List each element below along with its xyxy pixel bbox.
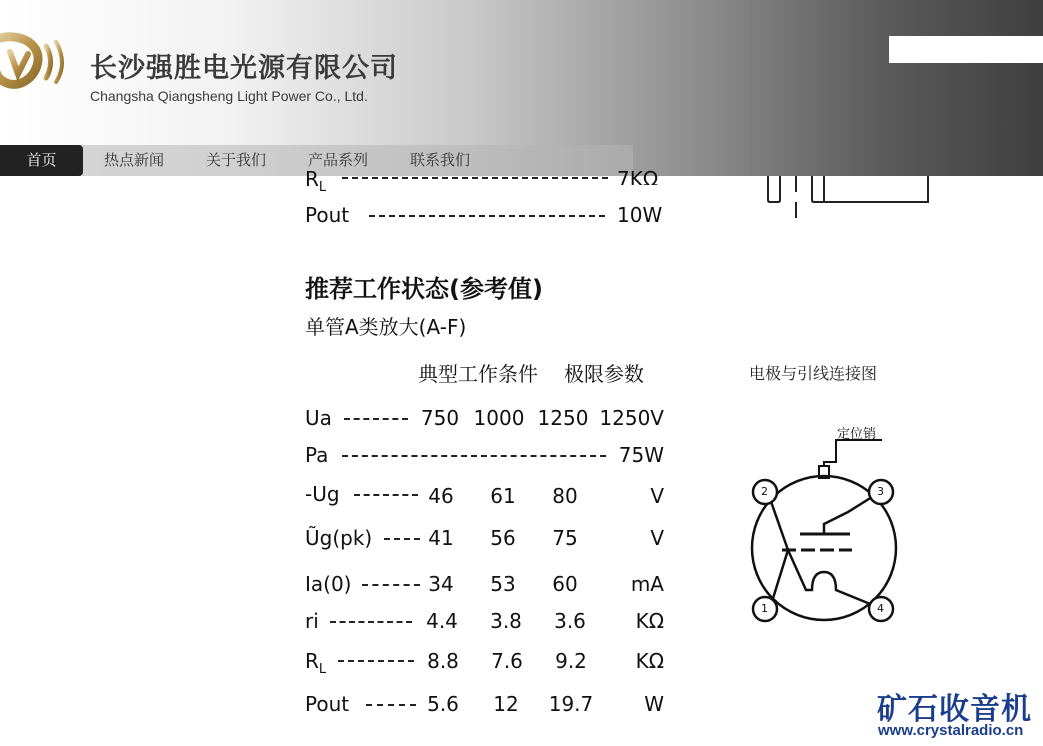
nav-item-contact[interactable]: 联系我们	[410, 151, 471, 169]
company-name-cn: 长沙强胜电光源有限公司	[90, 53, 398, 84]
row-label: Ua	[305, 406, 332, 430]
row-label: ri	[305, 609, 319, 633]
row-value: 9.2	[555, 649, 587, 673]
row-unit: V	[650, 484, 664, 508]
company-logo[interactable]	[0, 30, 70, 92]
pin-1-label: 1	[761, 602, 768, 615]
row-value: 61	[490, 484, 516, 508]
row-value: 8.8	[427, 649, 459, 673]
row-value: 4.4	[426, 609, 458, 633]
row-value: 56	[490, 526, 516, 550]
row-value: 750	[420, 406, 460, 430]
row-value: 46	[428, 484, 454, 508]
row-leader	[338, 660, 414, 662]
row-value: 80	[552, 484, 578, 508]
row-value: 12	[493, 692, 519, 716]
row-unit: W	[644, 692, 664, 716]
nav-item-products[interactable]: 产品系列	[308, 151, 369, 169]
row-value: 7.6	[491, 649, 523, 673]
row-value: 3.8	[490, 609, 522, 633]
nav-item-home[interactable]: 首页	[0, 145, 83, 176]
row-unit: V	[650, 526, 664, 550]
row-leader	[366, 704, 416, 706]
partial-rl-label: $R_L$	[305, 167, 327, 191]
row-limit: 75W	[618, 443, 664, 467]
row-value: 41	[428, 526, 454, 550]
row-value: 60	[552, 572, 578, 596]
watermark-logo: 矿石收音机	[877, 692, 1032, 727]
row-limit: 1250V	[599, 406, 664, 430]
company-name-en: Changsha Qiangsheng Light Power Co., Ltd.	[90, 88, 368, 104]
row-value: 75	[552, 526, 578, 550]
partial-rl-value: 7KΩ	[617, 167, 659, 185]
tube-base-drawing-partial	[760, 176, 935, 222]
row-label: Pa	[305, 443, 329, 467]
pin-connection-diagram	[740, 418, 920, 633]
col-header-typical: 典型工作条件	[418, 362, 538, 386]
diagram-caption: 电极与引线连接图	[749, 364, 878, 383]
row-value: 34	[428, 572, 454, 596]
row-unit: KΩ	[635, 649, 664, 673]
col-header-limit: 极限参数	[564, 362, 644, 386]
partial-pout-leader	[369, 215, 605, 217]
section-subtitle: 单管A类放大(A-F)	[305, 315, 467, 339]
partial-pout-label: Pout	[305, 203, 350, 227]
row-leader	[344, 418, 408, 420]
row-value: 3.6	[554, 609, 586, 633]
row-leader	[330, 621, 412, 623]
key-label: 定位销	[837, 427, 877, 442]
partial-pout-value: 10W	[617, 203, 663, 227]
row-value: 1000	[473, 406, 525, 430]
row-value: 19.7	[548, 692, 594, 716]
pin-3-label: 3	[877, 485, 884, 498]
partial-rl-leader	[342, 177, 608, 179]
row-leader	[362, 584, 420, 586]
row-label: $R_L$	[305, 649, 327, 677]
row-unit: mA	[630, 572, 664, 596]
header-search-box[interactable]	[889, 36, 1043, 63]
row-leader	[342, 455, 606, 457]
row-label: -Ug	[305, 482, 340, 506]
watermark-url: www.crystalradio.cn	[878, 722, 1024, 739]
section-title: 推荐工作状态(参考值)	[305, 275, 543, 303]
row-unit: KΩ	[635, 609, 664, 633]
row-label: Ia(0)	[305, 572, 352, 596]
row-value: 5.6	[427, 692, 459, 716]
pin-4-label: 4	[877, 602, 884, 615]
row-leader	[354, 494, 418, 496]
nav-item-news[interactable]: 热点新闻	[104, 151, 165, 169]
pin-2-label: 2	[761, 485, 768, 498]
row-label: Pout	[305, 692, 350, 716]
row-label: Ũg(pk)	[305, 526, 373, 550]
row-value: 53	[490, 572, 516, 596]
nav-item-about[interactable]: 关于我们	[206, 151, 267, 169]
row-value: 1250	[537, 406, 589, 430]
